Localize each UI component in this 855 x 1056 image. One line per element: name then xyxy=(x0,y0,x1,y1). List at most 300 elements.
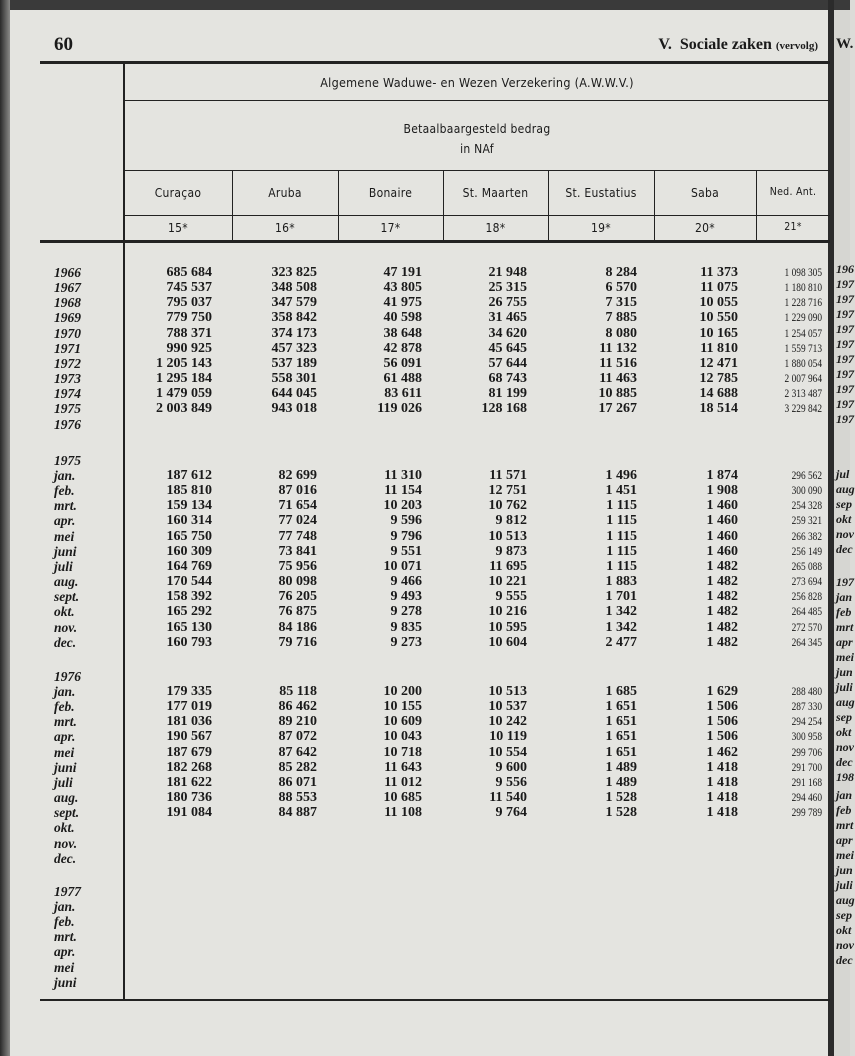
table-cell: 9 600 xyxy=(495,759,527,775)
row-label: aug. xyxy=(54,574,79,590)
table-cell: 10 043 xyxy=(383,729,422,745)
chapter-title: Sociale zaken xyxy=(679,36,772,53)
column-header: St. Eustatius xyxy=(565,186,637,200)
table-cell: 457 323 xyxy=(271,340,317,356)
next-page-fragment: aug xyxy=(836,482,855,496)
table-cell: 1 115 xyxy=(606,513,637,529)
column-divider xyxy=(232,171,233,241)
table-cell: 87 072 xyxy=(278,729,317,745)
row-label: dec. xyxy=(54,850,77,866)
row-label: 1968 xyxy=(54,295,81,311)
table-cell: 294 254 xyxy=(791,714,822,729)
table-cell: 81 199 xyxy=(488,386,527,402)
table-cell: 84 887 xyxy=(278,805,317,821)
column-code: 20* xyxy=(695,221,715,235)
row-label: okt. xyxy=(54,604,75,620)
table-cell: 42 878 xyxy=(383,340,422,356)
next-page-fragment: mrt xyxy=(836,620,854,634)
table-cell: 2 007 964 xyxy=(784,371,822,386)
table-cell: 1 908 xyxy=(706,483,738,499)
table-cell: 14 688 xyxy=(699,386,738,402)
table-cell: 170 544 xyxy=(166,574,212,590)
table-cell: 779 750 xyxy=(166,310,212,326)
table-cell: 1 418 xyxy=(706,790,738,806)
row-label: apr. xyxy=(54,944,76,960)
table-cell: 2 003 849 xyxy=(156,401,212,417)
table-cell: 10 200 xyxy=(383,684,422,699)
row-label: jan. xyxy=(54,468,76,483)
table-cell: 266 382 xyxy=(791,528,822,543)
row-label: juni xyxy=(54,974,77,990)
column-code: 17* xyxy=(380,221,401,235)
table-cell: 11 810 xyxy=(700,340,738,356)
table-cell: 264 485 xyxy=(791,604,822,619)
table-cell: 164 769 xyxy=(166,558,212,574)
table-cell: 11 571 xyxy=(489,468,527,483)
table-cell: 8 080 xyxy=(605,325,637,341)
next-page-fragment: 198 xyxy=(836,770,854,784)
column-code: 16* xyxy=(275,221,295,235)
next-page-fragment: jun xyxy=(836,665,853,679)
table-bottom-rule xyxy=(40,999,830,1001)
table-cell: 300 090 xyxy=(791,483,822,498)
section-year-label: 1976 xyxy=(54,669,81,684)
table-cell: 85 118 xyxy=(279,684,317,699)
table-cell: 86 071 xyxy=(278,774,317,790)
table-cell: 9 835 xyxy=(390,619,422,635)
table-cell: 1 254 057 xyxy=(784,325,822,340)
next-page-fragment: feb xyxy=(836,605,852,619)
table-cell: 264 345 xyxy=(791,634,822,649)
next-page-fragment: jan xyxy=(836,590,853,604)
table-cell: 71 654 xyxy=(278,498,317,514)
next-page-fragment: feb xyxy=(836,803,852,817)
table-cell: 1 489 xyxy=(605,774,637,790)
table-cell: 61 488 xyxy=(383,371,422,387)
table-cell: 294 460 xyxy=(791,790,822,805)
column-header: Bonaire xyxy=(368,186,413,200)
table-cell: 187 612 xyxy=(166,468,212,483)
table-cell: 89 210 xyxy=(278,714,317,730)
table-subtitle: Betaalbaargesteld bedrag xyxy=(403,122,551,136)
table-cell: 191 084 xyxy=(166,805,212,821)
column-code: 18* xyxy=(485,221,506,235)
row-label: juni xyxy=(54,543,77,559)
table-cell: 75 956 xyxy=(278,558,317,574)
table-cell: 85 282 xyxy=(278,759,317,775)
table-cell: 11 643 xyxy=(384,759,422,775)
next-page-fragment: apr xyxy=(836,635,853,649)
table-cell: 84 186 xyxy=(278,619,317,635)
row-label: 1967 xyxy=(54,280,81,296)
row-label: juni xyxy=(54,759,77,775)
row-label: mrt. xyxy=(54,714,77,730)
table-cell: 1 482 xyxy=(706,604,738,620)
row-label: sept. xyxy=(54,589,80,605)
table-cell: 10 221 xyxy=(488,574,527,590)
table-cell: 10 609 xyxy=(383,714,422,730)
header-bottom-rule xyxy=(40,240,830,243)
table-cell: 160 314 xyxy=(166,513,212,529)
table-cell: 25 315 xyxy=(488,280,527,296)
table-cell: 1 874 xyxy=(706,468,738,483)
table-cell: 9 764 xyxy=(495,805,527,821)
next-page-fragment: okt xyxy=(836,512,852,526)
table-cell: 158 392 xyxy=(166,589,212,605)
table-cell: 10 718 xyxy=(383,744,422,760)
next-page-fragment: 197 xyxy=(836,337,854,351)
table-cell: 10 604 xyxy=(488,634,527,650)
table-cell: 10 513 xyxy=(488,528,527,544)
table-cell: 9 796 xyxy=(390,528,422,544)
table-cell: 1 418 xyxy=(706,759,738,775)
table-cell: 1 180 810 xyxy=(784,280,822,295)
table-cell: 21 948 xyxy=(488,265,527,280)
table-cell: 165 292 xyxy=(166,604,212,620)
next-page-fragment: sep xyxy=(836,908,852,922)
table-cell: 11 516 xyxy=(599,355,637,371)
table-cell: 34 620 xyxy=(488,325,527,341)
table-cell: 10 513 xyxy=(488,684,527,699)
table-cell: 1 098 305 xyxy=(784,265,822,279)
table-cell: 8 284 xyxy=(605,265,637,280)
table-cell: 254 328 xyxy=(791,498,822,513)
next-page-fragment: aug xyxy=(836,893,855,907)
table-cell: 348 508 xyxy=(271,280,317,296)
table-cell: 2 313 487 xyxy=(784,386,822,401)
table-cell: 1 295 184 xyxy=(156,371,212,387)
table-cell: 9 812 xyxy=(495,513,527,529)
next-page-fragment: nov xyxy=(836,938,854,952)
table-cell: 10 885 xyxy=(598,386,637,402)
page-number: 60 xyxy=(54,34,73,55)
table-cell: 10 762 xyxy=(488,498,527,514)
row-label: 1970 xyxy=(54,325,81,341)
table-cell: 788 371 xyxy=(166,325,212,341)
table-cell: 299 789 xyxy=(791,805,822,820)
row-label: feb. xyxy=(54,914,75,930)
table-cell: 296 562 xyxy=(791,468,822,482)
table-cell: 1 462 xyxy=(706,744,738,760)
table-cell: 83 611 xyxy=(384,386,422,402)
next-page-head: W. xyxy=(836,36,854,52)
column-header: Curaçao xyxy=(154,186,202,200)
table-cell: 9 273 xyxy=(390,634,422,650)
table-cell: 558 301 xyxy=(271,371,317,387)
row-label: 1969 xyxy=(54,310,81,326)
table-cell: 1 528 xyxy=(605,790,637,806)
table-cell: 9 873 xyxy=(495,543,527,559)
table-cell: 76 205 xyxy=(278,589,317,605)
table-cell: 11 540 xyxy=(489,790,527,806)
table-cell: 10 119 xyxy=(489,729,527,745)
table-cell: 11 108 xyxy=(384,805,422,821)
table-cell: 1 701 xyxy=(605,589,637,605)
column-divider xyxy=(338,171,339,241)
row-label: dec. xyxy=(54,634,77,650)
scan-top-edge xyxy=(0,0,850,10)
next-page-fragment: okt xyxy=(836,923,852,937)
table-cell: 1 629 xyxy=(706,684,738,699)
table-cell: 1 418 xyxy=(706,805,738,821)
rule xyxy=(124,100,830,101)
row-label: feb. xyxy=(54,483,75,499)
table-cell: 1 880 054 xyxy=(784,355,822,370)
table-title: Algemene Waduwe- en Wezen Verzekering (A.W.W.V.) xyxy=(320,75,634,90)
running-head xyxy=(658,36,818,54)
next-page-fragment: 197 xyxy=(836,307,854,321)
row-label: 1966 xyxy=(54,265,81,280)
table-cell: 1 528 xyxy=(605,805,637,821)
table-cell: 259 321 xyxy=(791,513,822,528)
table-cell: 87 016 xyxy=(278,483,317,499)
row-label: apr. xyxy=(54,513,76,529)
table-cell: 256 149 xyxy=(791,543,822,558)
table-cell: 1 115 xyxy=(606,543,637,559)
row-label: jan. xyxy=(54,684,76,699)
table-cell: 18 514 xyxy=(699,401,738,417)
table-cell: 288 480 xyxy=(791,684,822,698)
next-page-fragment: 197 xyxy=(836,382,854,396)
next-page-fragment: mrt xyxy=(836,818,854,832)
next-page-fragment: dec xyxy=(836,542,853,556)
table-cell: 1 115 xyxy=(606,528,637,544)
table-cell: 190 567 xyxy=(166,729,212,745)
row-label: mrt. xyxy=(54,929,77,945)
table-cell: 182 268 xyxy=(166,759,212,775)
table-cell: 47 191 xyxy=(383,265,422,280)
chapter-number: V. xyxy=(658,36,672,53)
table-cell: 1 482 xyxy=(706,574,738,590)
scan-left-edge xyxy=(0,0,10,1056)
table-cell: 685 684 xyxy=(166,265,212,280)
table-cell: 9 555 xyxy=(495,589,527,605)
next-page-fragment: sep xyxy=(836,710,852,724)
row-label: mei xyxy=(54,528,75,544)
table-cell: 10 242 xyxy=(488,714,527,730)
row-label: nov. xyxy=(54,619,78,635)
table-cell: 9 466 xyxy=(390,574,422,590)
table-cell: 10 595 xyxy=(488,619,527,635)
next-page-fragment: nov xyxy=(836,527,854,541)
table-cell: 160 309 xyxy=(166,543,212,559)
next-page-fragment: juli xyxy=(836,878,853,892)
table-cell: 12 751 xyxy=(488,483,527,499)
next-page-fragment: jul xyxy=(836,467,850,481)
row-label: juli xyxy=(54,558,73,574)
row-label: aug. xyxy=(54,790,79,806)
table-cell: 128 168 xyxy=(481,401,527,417)
table-cell: 88 553 xyxy=(278,790,317,806)
next-page-edge xyxy=(834,10,855,1056)
table-cell: 11 463 xyxy=(599,371,637,387)
table-cell: 77 024 xyxy=(278,513,317,529)
table-cell: 6 570 xyxy=(605,280,637,296)
table-cell: 1 651 xyxy=(605,744,637,760)
continued-note: (vervolg) xyxy=(775,40,818,52)
table-cell: 537 189 xyxy=(271,355,317,371)
next-page-fragment: apr xyxy=(836,833,853,847)
table-cell: 181 622 xyxy=(166,774,212,790)
table-cell: 990 925 xyxy=(166,340,212,356)
column-divider xyxy=(548,171,549,241)
table-cell: 291 700 xyxy=(791,759,822,774)
row-label: 1971 xyxy=(54,340,81,356)
table-cell: 181 036 xyxy=(166,714,212,730)
row-label: 1975 xyxy=(54,401,81,417)
row-label: mrt. xyxy=(54,498,77,514)
table-cell: 1 229 090 xyxy=(784,310,822,325)
column-divider xyxy=(756,171,757,241)
table-cell: 323 825 xyxy=(271,265,317,280)
table-cell: 1 460 xyxy=(706,498,738,514)
table-cell: 10 203 xyxy=(383,498,422,514)
table-cell: 185 810 xyxy=(166,483,212,499)
next-page-fragment: 197 xyxy=(836,367,854,381)
table-cell: 9 556 xyxy=(495,774,527,790)
table-cell: 31 465 xyxy=(488,310,527,326)
row-label: juli xyxy=(54,774,73,790)
table-cell: 12 471 xyxy=(699,355,738,371)
table-cell: 7 315 xyxy=(605,295,637,311)
table-cell: 1 489 xyxy=(605,759,637,775)
table-top-rule xyxy=(40,61,830,64)
table-cell: 26 755 xyxy=(488,295,527,311)
table-cell: 57 644 xyxy=(488,355,527,371)
table-cell: 1 115 xyxy=(606,498,637,514)
table-cell: 73 841 xyxy=(278,543,317,559)
table-cell: 1 496 xyxy=(605,468,637,483)
table-cell: 11 310 xyxy=(384,468,422,483)
table-cell: 179 335 xyxy=(166,684,212,699)
column-header: St. Maarten xyxy=(462,186,529,200)
row-label: nov. xyxy=(54,835,78,851)
rule xyxy=(124,215,830,216)
next-page-fragment: dec xyxy=(836,953,853,967)
next-page-fragment: 196 xyxy=(836,262,854,276)
table-cell: 38 648 xyxy=(383,325,422,341)
row-label: sept. xyxy=(54,805,80,821)
table-cell: 1 482 xyxy=(706,619,738,635)
row-label: 1974 xyxy=(54,386,81,402)
table-cell: 3 229 842 xyxy=(784,401,822,416)
table-cell: 1 460 xyxy=(706,513,738,529)
table-cell: 299 706 xyxy=(791,744,822,759)
table-cell: 1 506 xyxy=(706,729,738,745)
next-page-fragment: juli xyxy=(836,680,853,694)
table-cell: 11 132 xyxy=(599,340,637,356)
next-page-fragment: okt xyxy=(836,725,852,739)
table-cell: 265 088 xyxy=(791,558,822,573)
table-cell: 795 037 xyxy=(166,295,212,311)
table-cell: 10 537 xyxy=(488,699,527,715)
table-cell: 1 479 059 xyxy=(156,386,212,402)
table-cell: 12 785 xyxy=(699,371,738,387)
table-cell: 165 750 xyxy=(166,528,212,544)
table-cell: 45 645 xyxy=(488,340,527,356)
next-page-fragment: 197 xyxy=(836,575,854,589)
column-divider xyxy=(443,171,444,241)
table-cell: 159 134 xyxy=(166,498,212,514)
section-year-label: 1975 xyxy=(54,453,81,468)
next-page-fragment: mei xyxy=(836,650,854,664)
table-cell: 41 975 xyxy=(383,295,422,311)
table-cell: 1 482 xyxy=(706,634,738,650)
table-cell: 68 743 xyxy=(488,371,527,387)
next-page-fragment: jun xyxy=(836,863,853,877)
table-cell: 10 155 xyxy=(383,699,422,715)
next-page-fragment: mei xyxy=(836,848,854,862)
table-cell: 644 045 xyxy=(271,386,317,402)
table-cell: 1 651 xyxy=(605,714,637,730)
row-label: 1972 xyxy=(54,355,81,371)
next-page-fragment: aug xyxy=(836,695,855,709)
table-cell: 187 679 xyxy=(166,744,212,760)
table-cell: 273 694 xyxy=(791,574,822,589)
table-cell: 291 168 xyxy=(791,774,822,789)
table-cell: 1 460 xyxy=(706,543,738,559)
table-cell: 9 551 xyxy=(390,543,422,559)
stub-divider xyxy=(123,62,125,1000)
table-cell: 10 550 xyxy=(699,310,738,326)
table-cell: 11 373 xyxy=(700,265,738,280)
table-cell: 119 026 xyxy=(377,401,422,417)
column-divider xyxy=(654,171,655,241)
row-label: 1976 xyxy=(54,416,81,432)
table-cell: 9 596 xyxy=(390,513,422,529)
table-cell: 1 418 xyxy=(706,774,738,790)
column-code: 15* xyxy=(168,221,188,235)
table-cell: 10 055 xyxy=(699,295,738,311)
next-page-fragment: 197 xyxy=(836,412,854,426)
table-cell: 256 828 xyxy=(791,589,822,604)
row-label: okt. xyxy=(54,820,75,836)
row-label: jan. xyxy=(54,899,76,914)
table-cell: 7 885 xyxy=(605,310,637,326)
table-cell: 9 278 xyxy=(390,604,422,620)
row-label: feb. xyxy=(54,699,75,715)
table-cell: 358 842 xyxy=(271,310,317,326)
column-code: 21* xyxy=(784,221,802,233)
table-cell: 1 883 xyxy=(605,574,637,590)
table-cell: 80 098 xyxy=(278,574,317,590)
next-page-fragment: dec xyxy=(836,755,853,769)
table-cell: 86 462 xyxy=(278,699,317,715)
column-header: Ned. Ant. xyxy=(769,186,817,198)
next-page-fragment: 197 xyxy=(836,352,854,366)
table-cell: 1 651 xyxy=(605,699,637,715)
row-label: 1973 xyxy=(54,371,81,387)
table-cell: 1 115 xyxy=(606,558,637,574)
table-cell: 272 570 xyxy=(791,619,822,634)
table-cell: 165 130 xyxy=(166,619,212,635)
table-cell: 79 716 xyxy=(278,634,317,650)
table-cell: 1 228 716 xyxy=(784,295,822,310)
table-cell: 77 748 xyxy=(278,528,317,544)
table-cell: 82 699 xyxy=(278,468,317,483)
table-cell: 10 685 xyxy=(383,790,422,806)
table-cell: 87 642 xyxy=(278,744,317,760)
table-cell: 10 554 xyxy=(488,744,527,760)
table-cell: 1 342 xyxy=(605,619,637,635)
section-year-label: 1977 xyxy=(54,884,81,899)
next-page-fragment: nov xyxy=(836,740,854,754)
next-page-fragment: 197 xyxy=(836,292,854,306)
table-cell: 1 506 xyxy=(706,714,738,730)
table-cell: 287 330 xyxy=(791,699,822,714)
table-cell: 160 793 xyxy=(166,634,212,650)
table-cell: 11 012 xyxy=(384,774,422,790)
